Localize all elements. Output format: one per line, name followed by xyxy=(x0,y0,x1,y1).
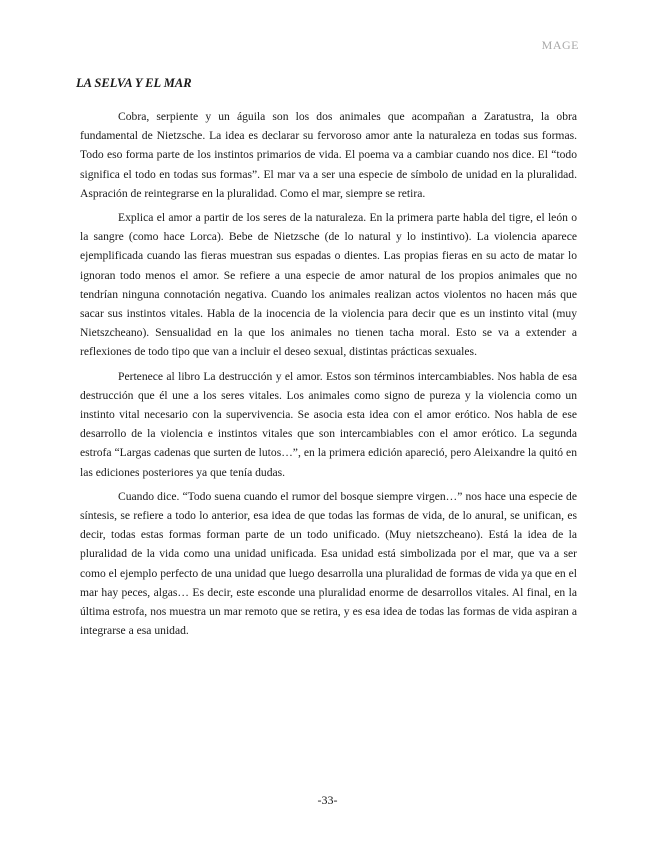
paragraph-1: Cobra, serpiente y un águila son los dos animales que acompañan a Zaratustra, la obra fundamental de Nietzsche. La idea es declarar su fervoroso amor ante la naturaleza en todas sus formas. Todo eso forma parte de los instintos primarios de vida. El poema va a cambiar cuando nos dice. El “todo significa el todo en todas sus formas”. El mar va a ser una especie de símbolo de unidad en la pluralidad. Aspración de reintegrarse en la pluralidad. Como el mar, siempre se retira. xyxy=(80,110,577,200)
section-title: LA SELVA Y EL MAR xyxy=(76,76,192,90)
paragraph-3: Pertenece al libro La destrucción y el amor. Estos son términos intercambiables. Nos habla de esa destrucción que él une a los seres vitales. Los animales como signo de pureza y la violencia como un instinto vital necesario con la supervivencia. Se asocia esta idea con el amor erótico. Nos habla de ese desarrollo de la violencia e instintos vitales que son intercambiables con el amor erótico. La segunda estrofa “Largas cadenas que surten de lutos…”, en la primera edición apareció, pero Aleixandre la quitó en las ediciones posteriores ya que tenía dudas. xyxy=(80,369,577,479)
paragraph-4: Cuando dice. “Todo suena cuando el rumor del bosque siempre virgen…” nos hace una especie de síntesis, se refiere a todo lo anterior, esa idea de que todas las formas de vida, de lo anural, se unifican, es decir, todas estas formas forman parte de un todo unificado. (Muy nietszcheano). Está la idea de la pluralidad de la vida como una unidad unificada. Esa unidad está simbolizada por el mar, que va a ser como el ejemplo perfecto de una unidad que luego desarrolla una pluralidad de formas de vida ya que en el mar hay peces, algas… Es decir, este esconde una pluralidad enorme de desarrollos vitales. Al final, en la última estrofa, nos muestra un mar remoto que se retira, y es esa idea de todas las formas de vida aspiran a integrarse a esa unidad. xyxy=(80,489,577,638)
body-text xyxy=(80,107,577,645)
paragraph-2: Explica el amor a partir de los seres de la naturaleza. En la primera parte habla del tigre, el león o la sangre (como hace Lorca). Bebe de Nietzsche (de lo natural y lo instintivo). La violencia aparece ejemplificada cuando las fieras muestran sus espadas o dientes. Las propias fieras en su acto de matar lo ignoran todo menos el amor. Se refiere a una especie de amor natural de los propios animales que no tendrían ninguna connotación negativa. Cuando los animales realizan actos violentos no hacen más que sacar sus instintos vitales. Habla de la inocencia de la violencia para decir que es un instinto vital (muy Nietszcheano). Sensualidad en la que los animales no tienen tacha moral. Esto se va a extender a reflexiones de todo tipo que van a incluir el deseo sexual, distintas prácticas sexuales. xyxy=(80,211,577,359)
header-watermark: MAGE xyxy=(541,38,579,52)
page-number: -33- xyxy=(317,793,338,807)
